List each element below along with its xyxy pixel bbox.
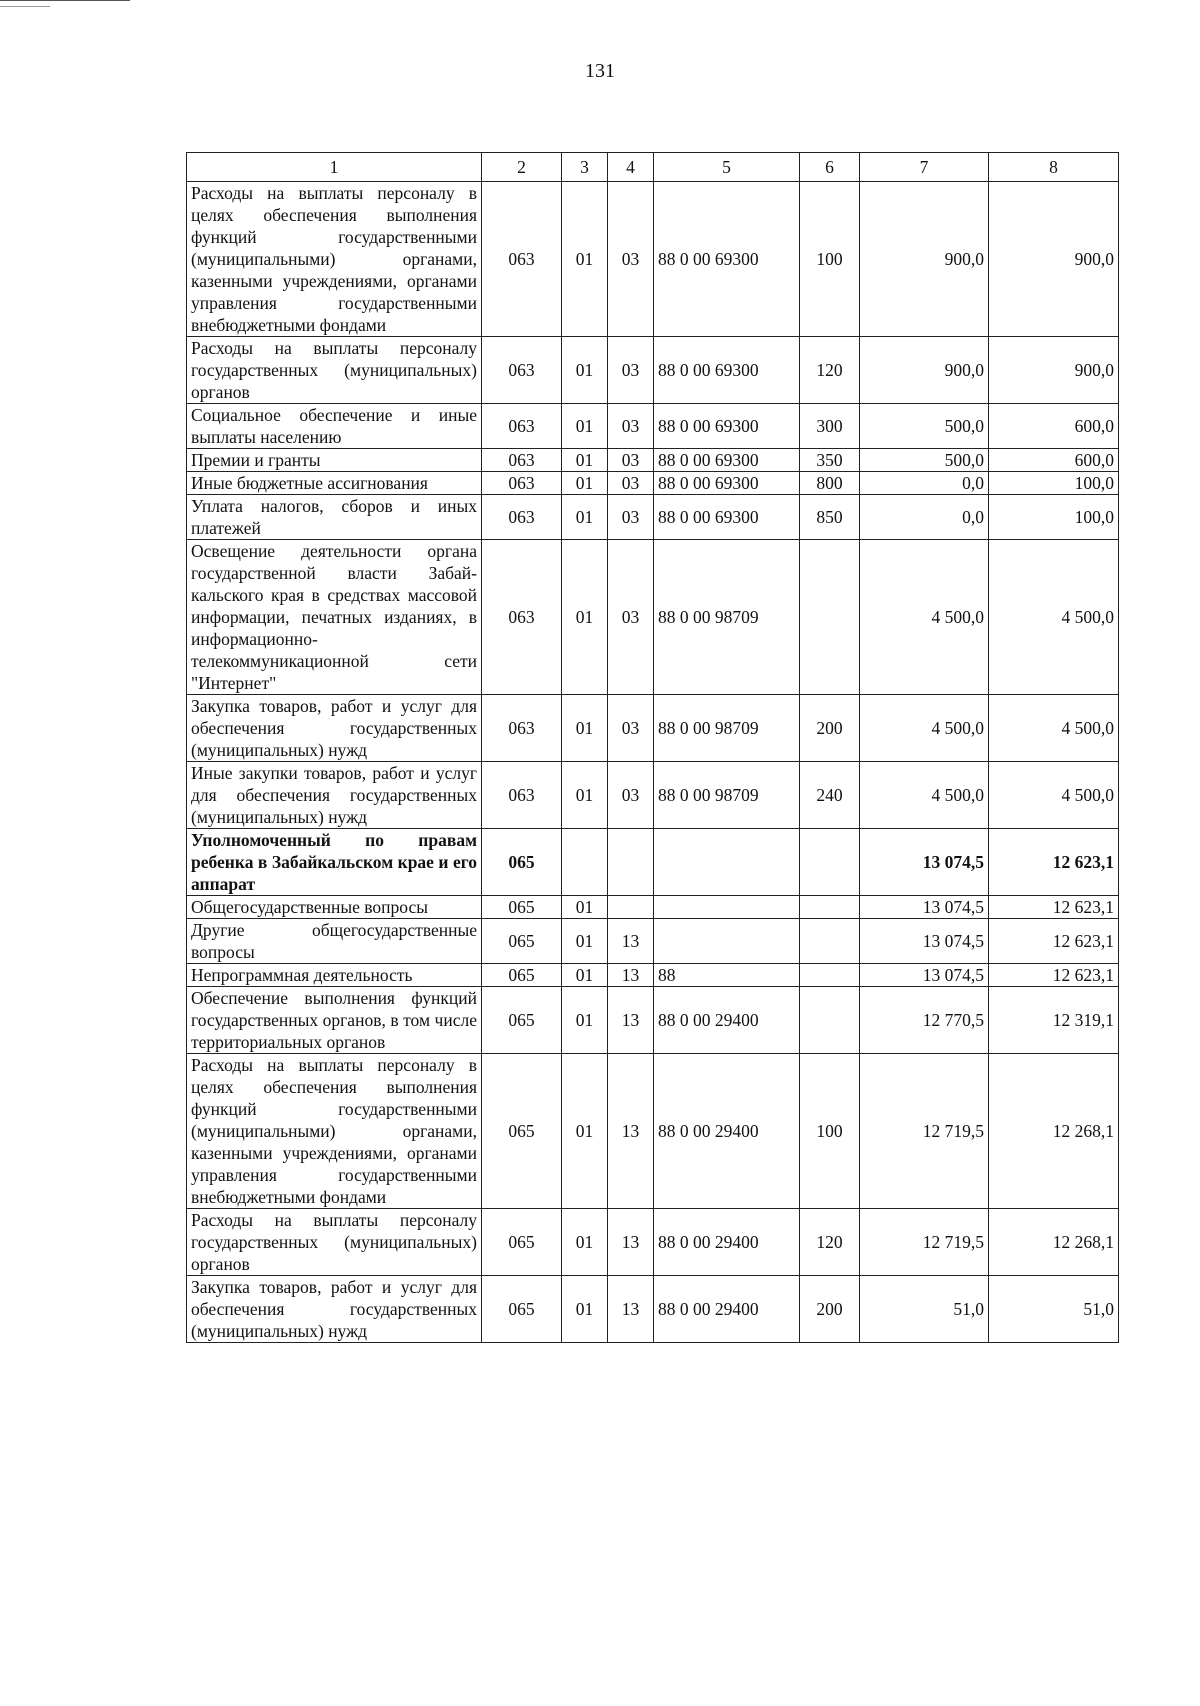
row-section-cell: 01 [562,404,608,449]
row-subsection-cell: 13 [608,919,654,964]
row-name-cell: Расходы на выплаты персоналу в целях обеспечения выполнения функций государственными (муниципальными) органами, казенными учреждениями, органами управления государственными внебюджетными фондами [187,182,482,337]
row-amount-col8-cell: 4 500,0 [989,695,1119,762]
row-section-cell: 01 [562,495,608,540]
row-amount-col8-cell: 100,0 [989,472,1119,495]
table-row [187,404,1119,449]
table-row [187,964,1119,987]
table-row [187,762,1119,829]
table-row [187,182,1119,337]
row-name-cell: Освещение деятельности органа государственной власти Забайкальского края в средствах массовой информации, печатных изданиях, в информационно-телекоммуникационной сети "Интернет" [187,540,482,695]
row-expense-type-cell [800,896,860,919]
row-amount-col7-cell: 4 500,0 [860,762,989,829]
row-name-cell: Общегосударственные вопросы [187,896,482,919]
table-row [187,337,1119,404]
row-target-article-cell: 88 0 00 69300 [654,337,800,404]
row-subsection-cell: 03 [608,449,654,472]
row-name-cell: Другие общегосударственные вопросы [187,919,482,964]
row-amount-col7-cell: 12 719,5 [860,1209,989,1276]
row-target-article-cell: 88 0 00 29400 [654,1209,800,1276]
row-amount-col7-cell: 51,0 [860,1276,989,1343]
row-admin-code-cell: 065 [482,919,562,964]
table-row [187,829,1119,896]
row-target-article-cell: 88 0 00 69300 [654,182,800,337]
row-expense-type-cell: 350 [800,449,860,472]
row-subsection-cell: 13 [608,1276,654,1343]
table-row [187,495,1119,540]
row-subsection-cell: 13 [608,1054,654,1209]
row-name-cell: Премии и гранты [187,449,482,472]
row-amount-col7-cell: 500,0 [860,449,989,472]
row-target-article-cell: 88 0 00 69300 [654,472,800,495]
row-amount-col8-cell: 900,0 [989,337,1119,404]
row-name-cell: Социальное обеспечение и иные выплаты населению [187,404,482,449]
row-section-cell: 01 [562,964,608,987]
row-admin-code-cell: 065 [482,964,562,987]
row-subsection-cell [608,896,654,919]
row-admin-code-cell: 063 [482,762,562,829]
row-subsection-cell: 03 [608,540,654,695]
row-expense-type-cell: 240 [800,762,860,829]
row-expense-type-cell [800,829,860,896]
row-amount-col7-cell: 0,0 [860,495,989,540]
table-row [187,896,1119,919]
row-amount-col7-cell: 900,0 [860,337,989,404]
row-admin-code-cell: 063 [482,495,562,540]
row-subsection-cell: 13 [608,1209,654,1276]
row-amount-col7-cell: 900,0 [860,182,989,337]
row-target-article-cell: 88 [654,964,800,987]
table-row [187,987,1119,1054]
row-admin-code-cell: 063 [482,695,562,762]
row-amount-col7-cell: 500,0 [860,404,989,449]
row-section-cell: 01 [562,337,608,404]
row-amount-col7-cell: 13 074,5 [860,919,989,964]
row-amount-col8-cell: 12 623,1 [989,829,1119,896]
row-section-cell: 01 [562,695,608,762]
row-amount-col8-cell: 12 319,1 [989,987,1119,1054]
row-subsection-cell: 03 [608,404,654,449]
row-admin-code-cell: 063 [482,404,562,449]
row-name-cell: Обеспечение выполнения функций государственных органов, в том числе территориальных органов [187,987,482,1054]
header-row [187,153,1119,182]
row-target-article-cell: 88 0 00 29400 [654,987,800,1054]
row-subsection-cell: 03 [608,495,654,540]
row-expense-type-cell [800,964,860,987]
row-target-article-cell: 88 0 00 69300 [654,404,800,449]
row-admin-code-cell: 065 [482,1209,562,1276]
row-section-cell [562,829,608,896]
row-subsection-cell: 03 [608,695,654,762]
row-subsection-cell [608,829,654,896]
row-amount-col7-cell: 13 074,5 [860,829,989,896]
budget-table [186,152,1119,1343]
header-cell-3: 3 [562,153,608,182]
row-amount-col8-cell: 600,0 [989,404,1119,449]
table-row [187,695,1119,762]
row-amount-col7-cell: 0,0 [860,472,989,495]
row-expense-type-cell: 120 [800,1209,860,1276]
row-section-cell: 01 [562,540,608,695]
row-subsection-cell: 03 [608,182,654,337]
row-target-article-cell: 88 0 00 98709 [654,695,800,762]
row-section-cell: 01 [562,1276,608,1343]
row-section-cell: 01 [562,449,608,472]
row-amount-col8-cell: 100,0 [989,495,1119,540]
row-target-article-cell [654,829,800,896]
row-amount-col7-cell: 12 719,5 [860,1054,989,1209]
table-row [187,449,1119,472]
row-admin-code-cell: 063 [482,540,562,695]
row-section-cell: 01 [562,472,608,495]
table-row [187,919,1119,964]
row-name-cell: Уплата налогов, сборов и иных платежей [187,495,482,540]
row-name-cell: Иные бюджетные ассигнования [187,472,482,495]
header-cell-7: 7 [860,153,989,182]
row-name-cell: Иные закупки товаров, работ и услуг для обеспечения государственных (муниципальных) нужд [187,762,482,829]
table-row [187,1209,1119,1276]
row-amount-col7-cell: 4 500,0 [860,695,989,762]
row-admin-code-cell: 065 [482,1054,562,1209]
row-target-article-cell: 88 0 00 98709 [654,762,800,829]
table-body [187,182,1119,1343]
row-subsection-cell: 13 [608,987,654,1054]
table-row [187,1054,1119,1209]
row-subsection-cell: 13 [608,964,654,987]
table-row [187,540,1119,695]
row-subsection-cell: 03 [608,762,654,829]
row-amount-col8-cell: 12 268,1 [989,1054,1119,1209]
header-cell-2: 2 [482,153,562,182]
row-target-article-cell: 88 0 00 69300 [654,449,800,472]
table-header [187,153,1119,182]
header-cell-1: 1 [187,153,482,182]
row-amount-col8-cell: 12 623,1 [989,919,1119,964]
row-name-cell: Непрограммная деятельность [187,964,482,987]
row-admin-code-cell: 065 [482,987,562,1054]
row-target-article-cell: 88 0 00 98709 [654,540,800,695]
row-section-cell: 01 [562,919,608,964]
row-section-cell: 01 [562,1209,608,1276]
row-name-cell: Расходы на выплаты персоналу государственных (муниципальных) органов [187,337,482,404]
row-amount-col8-cell: 12 268,1 [989,1209,1119,1276]
row-amount-col7-cell: 13 074,5 [860,964,989,987]
row-admin-code-cell: 065 [482,829,562,896]
row-section-cell: 01 [562,182,608,337]
row-expense-type-cell: 850 [800,495,860,540]
row-amount-col8-cell: 4 500,0 [989,762,1119,829]
row-amount-col7-cell: 12 770,5 [860,987,989,1054]
header-cell-5: 5 [654,153,800,182]
scan-edge-mark-2 [0,0,50,7]
row-expense-type-cell: 800 [800,472,860,495]
row-name-cell: Закупка товаров, работ и услуг для обеспечения государственных (муниципальных) нужд [187,695,482,762]
row-name-cell: Расходы на выплаты персоналу в целях обеспечения выполнения функций государственными (муниципальными) органами, казенными учреждениями, органами управления государственными внебюджетными фондами [187,1054,482,1209]
header-cell-4: 4 [608,153,654,182]
table-row [187,1276,1119,1343]
row-expense-type-cell: 200 [800,695,860,762]
table-row [187,472,1119,495]
row-admin-code-cell: 063 [482,449,562,472]
row-expense-type-cell [800,987,860,1054]
row-name-cell: Уполномоченный по правам ребенка в Забайкальском крае и его аппарат [187,829,482,896]
header-cell-6: 6 [800,153,860,182]
row-section-cell: 01 [562,896,608,919]
row-name-cell: Расходы на выплаты персоналу государственных (муниципальных) органов [187,1209,482,1276]
row-admin-code-cell: 063 [482,337,562,404]
row-target-article-cell: 88 0 00 29400 [654,1276,800,1343]
row-section-cell: 01 [562,987,608,1054]
row-admin-code-cell: 063 [482,182,562,337]
header-cell-8: 8 [989,153,1119,182]
row-amount-col8-cell: 51,0 [989,1276,1119,1343]
row-amount-col8-cell: 12 623,1 [989,896,1119,919]
row-expense-type-cell [800,540,860,695]
row-expense-type-cell: 120 [800,337,860,404]
row-expense-type-cell: 300 [800,404,860,449]
row-amount-col8-cell: 12 623,1 [989,964,1119,987]
row-admin-code-cell: 065 [482,1276,562,1343]
row-admin-code-cell: 063 [482,472,562,495]
row-expense-type-cell: 200 [800,1276,860,1343]
row-section-cell: 01 [562,762,608,829]
row-name-cell: Закупка товаров, работ и услуг для обеспечения государственных (муниципальных) нужд [187,1276,482,1343]
row-target-article-cell [654,896,800,919]
page-number: 131 [585,60,615,82]
row-subsection-cell: 03 [608,337,654,404]
row-target-article-cell [654,919,800,964]
row-expense-type-cell: 100 [800,1054,860,1209]
row-amount-col7-cell: 4 500,0 [860,540,989,695]
row-expense-type-cell: 100 [800,182,860,337]
row-amount-col8-cell: 900,0 [989,182,1119,337]
row-section-cell: 01 [562,1054,608,1209]
row-subsection-cell: 03 [608,472,654,495]
row-amount-col8-cell: 4 500,0 [989,540,1119,695]
row-amount-col7-cell: 13 074,5 [860,896,989,919]
row-admin-code-cell: 065 [482,896,562,919]
row-target-article-cell: 88 0 00 29400 [654,1054,800,1209]
row-target-article-cell: 88 0 00 69300 [654,495,800,540]
row-amount-col8-cell: 600,0 [989,449,1119,472]
row-expense-type-cell [800,919,860,964]
